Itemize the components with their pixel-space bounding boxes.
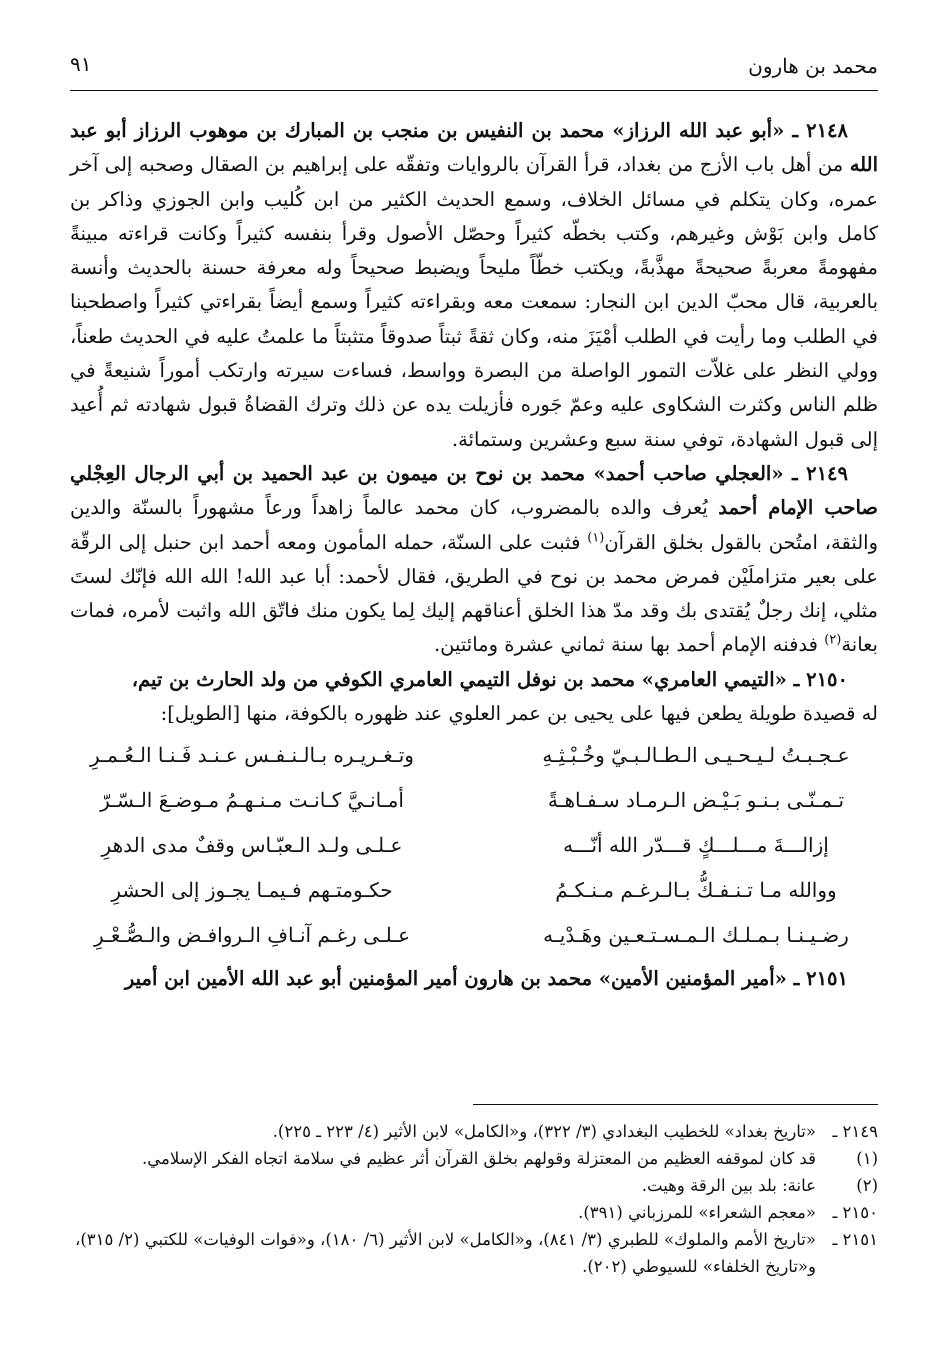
entry-text: فثبت على السنّة، حمله المأمون ومعه أحمد ابن حنبل إلى الرقّة على بعير متزاملَيْن فمرض محمد بن نوح في الطريق، فقال لأحمد: أبا عبد الله! الله الله فإنّك لستَ مثلي، إنك رجلٌ يُقتدى بك وقد مدّ هذا الخلق أعناقهم إليك لِما يكون منك فاتّق الله واثبت لأمره، فمات بعانة (70, 530, 878, 657)
footnote (70, 1226, 878, 1280)
page-number: ٩١ (70, 52, 92, 76)
footnote-text: «تاريخ بغداد» للخطيب البغدادي (٣/ ٣٢٢)، و«الكامل» لابن الأثير (٤/ ٢٢٣ ـ ٢٢٥). (272, 1122, 816, 1141)
verse (70, 733, 878, 778)
poem-intro: له قصيدة طويلة يطعن فيها على يحيى بن عمر العلوي عند ظهوره بالكوفة، منها (240, 702, 878, 726)
footnote-label: ٢١٤٩ ـ (832, 1122, 878, 1141)
entry-2151 (70, 962, 878, 996)
footnote-text: «تاريخ الأمم والملوك» للطبري (٣/ ٨٤١)، و«الكامل» لابن الأثير (٦/ ١٨٠)، و«فوات الوفيات» للكتبي (٢/ ٣١٥)، و«تاريخ الخلفاء» للسيوطي (٢٠٢). (75, 1230, 816, 1276)
entry-heading: ٢١٤٨ ـ «أبو عبد الله الرزاز» محمد بن النفيس بن منجب بن المبارك بن موهوب الرزاز أبو عبد الله (70, 119, 878, 177)
page-header (70, 50, 878, 91)
entry-2150 (70, 663, 878, 697)
footnote-label: ٢١٥٠ ـ (832, 1203, 878, 1222)
footnote (70, 1118, 878, 1145)
entry-2148 (70, 114, 878, 457)
footnotes (70, 1118, 878, 1280)
footnote-label: (١) (856, 1149, 878, 1168)
entry-heading: ٢١٥٠ ـ «التيمي العامري» محمد بن نوفل التيمي العامري الكوفي من ولد الحارث بن تيم، (131, 667, 848, 691)
entry-heading: ٢١٥١ ـ «أمير المؤمنين الأمين» محمد بن هارون أمير المؤمنين أبو عبد الله الأمين ابن أمير (124, 967, 848, 991)
verse-second-hemistich: أمـانـيَّ كـانـت مـنـهـمُ مـوضـعَ الـسّـرّ (100, 788, 404, 813)
verse-second-hemistich: عـلـى ولـد الـعبّـاس وقفٌ مدى الدهرِ (101, 833, 403, 858)
verse (70, 778, 878, 823)
verse-first-hemistich: تـمـنّـى بـنـو بَـيْـض الـرمـاد سـفـاهـةً (547, 788, 845, 813)
verse-first-hemistich: رضـيـنـا بـمـلـك الـمـسـتـعـين وهَـدْيـه (543, 923, 849, 948)
main-text (70, 114, 878, 997)
running-head: محمد بن هارون (748, 54, 878, 78)
entry-text: من أهل باب الأزج من بغداد، قرأ القرآن بالروايات وتفقّه على إبراهيم بن الصقال وصحبه إلى آخر عمره، وكان يتكلم في مسائل الخلاف، وسمع الحديث الكثير من ابن كُليب وابن الجوزي وذاكر بن كامل وابن بَوْش وغيرهم، وكتب بخطّه كثيراً وحصّل الأصول وقرأ بنفسه كثيراً وكانت قراءته مبينةً مفهومةً معربةً صحيحةً مهذَّبةً، ويكتب خطّاً مليحاً ويضبط صحيحاً وله معرفة حسنة بالحديث وأنسة بالعربية، قال محبّ الدين ابن النجار: سمعت معه وبقراءته كثيراً وسمع أيضاً بقراءتي كثيراً واصطحبنا في الطلب وما رأيت في الطلب أمْيَزَ منه، وكان ثقةً ثبتاً صدوقاً متثبتاً ما علمتُ عليه في الحديث طعناً، وولي النظر على غلاّت التمور الواصلة من البصرة وواسط، فساءت سيرته وارتكب أموراً شنيعةً في ظلم الناس وكثرت الشكاوى عليه وعمّ جَوره فأزيلت يده عن ذلك وترك القضاةُ قبول شهادته ثم أُعيد إلى قبول الشهادة، توفي سنة سبع وعشرين وستمائة. (70, 153, 878, 451)
verse (70, 913, 878, 958)
verse (70, 868, 878, 913)
verse-first-hemistich: عـجـبـتُ لـيـحـيـى الـطـالـبـيّ وخُـبْـثِـهِ (542, 743, 850, 768)
poem-meter: [الطويل]: (160, 702, 241, 726)
footnote (70, 1172, 878, 1199)
verse-second-hemistich: حكـومتـهم فـيمـا يجـوز إلى الحشرِ (111, 878, 393, 903)
entry-heading: ٢١٤٩ ـ «العجلي صاحب أحمد» محمد بن نوح بن ميمون بن عبد الحميد بن أبي الرجال العِجْلي صاحب الإمام أحمد (70, 461, 878, 520)
footnote-text: عانة: بلد بين الرقة وهيت. (641, 1176, 816, 1195)
entry-text: فدفنه الإمام أحمد بها سنة ثماني عشرة ومائتين. (433, 633, 825, 657)
entry-text: يُعرف والده بالمضروب، كان محمد عالماً زاهداً ورعاً مشهوراً بالسنّة والدين والثقة، امتُحن بالقول بخلق القرآن (70, 496, 878, 554)
verse-second-hemistich: عـلـى رغـم آنـافِ الـروافـض والـصُّـعْـرِ (93, 923, 411, 948)
footnote-marker-1[interactable]: (١) (587, 530, 605, 546)
verse (70, 823, 878, 868)
footnote-marker-2[interactable]: (٢) (824, 632, 842, 648)
footnote-label: ٢١٥١ ـ (832, 1230, 878, 1249)
footnote (70, 1199, 878, 1226)
footnote-divider (473, 1104, 878, 1105)
footnote-text: قد كان لموقفه العظيم من المعتزلة وقولهم بخلق القرآن أثر عظيم في سلامة اتجاه الفكر الإسلامي. (142, 1149, 816, 1168)
poem (70, 733, 878, 958)
footnote (70, 1145, 878, 1172)
entry-2149 (70, 457, 878, 663)
footnote-label: (٢) (856, 1176, 878, 1195)
verse-second-hemistich: وتـغـريـره بـالـنـفـس عـنـد فَـنـا الـعُـمـرِ (90, 743, 414, 768)
footnote-text: «معجم الشعراء» للمرزباني (٣٩١). (578, 1203, 816, 1222)
verse-first-hemistich: ووالله مـا تـنـفـكُّ بـالـرغـم مـنـكـمُ (555, 878, 837, 903)
verse-first-hemistich: إزالـــةَ مـــلـــكٍ قـــدّر الله أنّـــه (563, 833, 829, 858)
entry-text (70, 697, 878, 731)
